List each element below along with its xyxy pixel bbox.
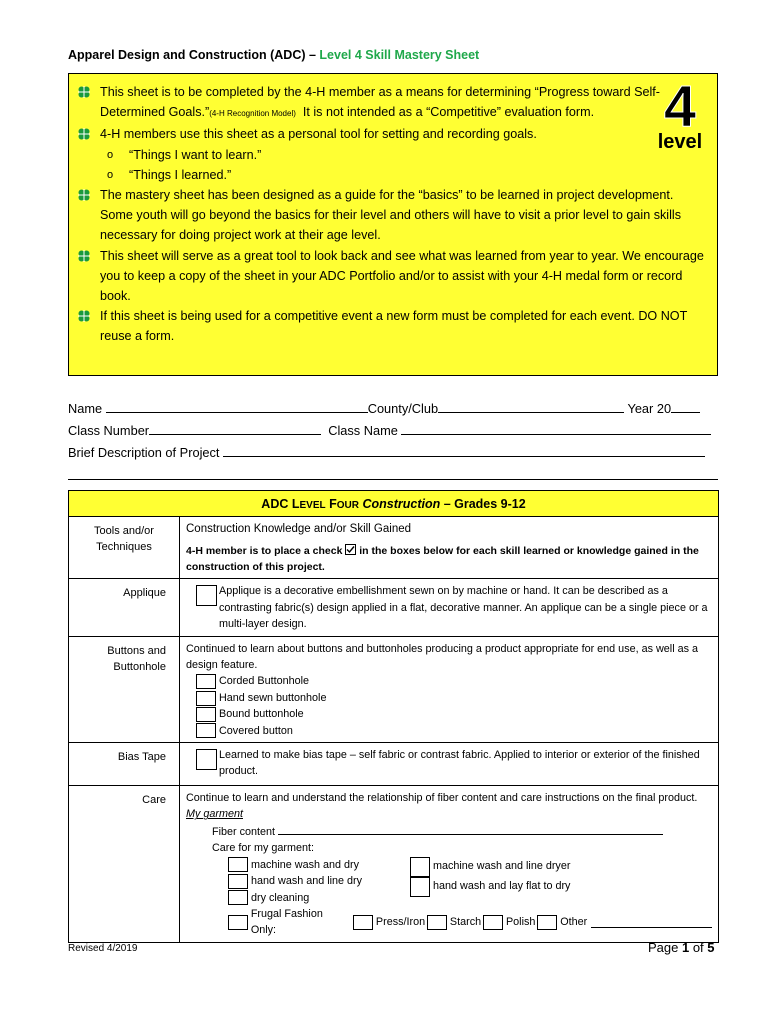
row-label-care: Care bbox=[69, 786, 180, 943]
intro-box bbox=[68, 73, 718, 376]
class-number-field[interactable] bbox=[149, 421, 321, 435]
list-item: Hand sewn buttonhole bbox=[186, 690, 712, 706]
revised-date: Revised 4/2019 bbox=[68, 943, 138, 954]
page-title: Apparel Design and Construction (ADC) – Level 4 Skill Mastery Sheet bbox=[68, 48, 480, 62]
skills-table bbox=[68, 490, 719, 943]
clover-icon bbox=[77, 85, 91, 99]
level-logo: 4 level bbox=[657, 74, 703, 153]
intro-bullet: This sheet will serve as a great tool to look back and see what was learned from year to year. We encourage you to keep a copy of the sheet in your ADC Portfolio and/or to assist with your 4-H medal form or record book. bbox=[77, 246, 707, 307]
checkbox-checked-icon bbox=[345, 544, 356, 555]
list-item: dry cleaning bbox=[228, 890, 410, 906]
row-label-buttons: Buttons and Buttonhole bbox=[69, 636, 180, 742]
sub-bullet: o “Things I want to learn.” bbox=[107, 147, 262, 162]
page-number: Page 1 of 5 bbox=[648, 940, 715, 955]
intro-bullet: If this sheet is being used for a competitive event a new form must be completed for each event. DO NOT reuse a form. bbox=[77, 306, 707, 346]
row-label-bias-tape: Bias Tape bbox=[69, 743, 180, 786]
clover-icon bbox=[77, 249, 91, 263]
table-row: Buttons and Buttonhole Continued to learn about buttons and buttonholes producing a product appropriate for end use, as well as a design feature. Corded Buttonhole Hand sewn buttonhole Bound buttonhole Covered button bbox=[69, 636, 719, 742]
dry-cleaning-checkbox[interactable] bbox=[228, 890, 248, 905]
machine-wash-dry-checkbox[interactable] bbox=[228, 857, 248, 872]
polish-checkbox[interactable] bbox=[483, 915, 503, 930]
fiber-content-field[interactable] bbox=[278, 823, 663, 835]
intro-bullet: The mastery sheet has been designed as a guide for the “basics” to be learned in project development. Some youth will go beyond the basics for their level and others will have to visit a prior level to gain skills necessary for doing project work at their age level. bbox=[77, 185, 707, 246]
clover-icon bbox=[77, 309, 91, 323]
column-header-skills: Construction Knowledge and/or Skill Gained bbox=[186, 523, 412, 535]
member-info: Name County/Club Year 20 Class Number Class Name Brief Description of Project bbox=[68, 398, 718, 480]
description-field-line2[interactable] bbox=[68, 466, 718, 480]
starch-checkbox[interactable] bbox=[427, 915, 447, 930]
list-item: machine wash and dry bbox=[228, 857, 410, 873]
instructions: 4-H member is to place a check in the boxes below for each skill learned or knowledge gained in the construction of this project. bbox=[186, 545, 699, 574]
column-header-tools: Tools and/or Techniques bbox=[69, 517, 180, 579]
bias-tape-checkbox[interactable] bbox=[196, 749, 217, 770]
hand-sewn-buttonhole-checkbox[interactable] bbox=[196, 691, 216, 706]
frugal-fashion-checkbox[interactable] bbox=[228, 915, 248, 930]
table-row: Bias Tape Learned to make bias tape – self fabric or contrast fabric. Applied to interior or exterior of the finished product. bbox=[69, 743, 719, 786]
table-header: ADC LEVEL FOUR Construction – Grades 9-12 bbox=[69, 491, 719, 517]
county-field[interactable] bbox=[438, 399, 624, 413]
other-checkbox[interactable] bbox=[537, 915, 557, 930]
table-row bbox=[69, 517, 719, 579]
year-field[interactable] bbox=[671, 399, 700, 413]
table-row: Care Continue to learn and understand the relationship of fiber content and care instructions on the final product. My garment Fiber content Care for my garment: machine wash and dry hand wash and line dry dry cleaning machine wash and line dryer hand wash and lay flat to dry Frugal Fashion Only: Press/Iron Starch Polish Other bbox=[69, 786, 719, 943]
class-name-field[interactable] bbox=[401, 421, 711, 435]
sub-bullet: o “Things I learned.” bbox=[107, 167, 232, 182]
level-title: Level 4 Skill Mastery Sheet bbox=[319, 48, 480, 62]
clover-icon bbox=[77, 188, 91, 202]
row-label-applique: Applique bbox=[69, 579, 180, 636]
applique-checkbox[interactable] bbox=[196, 585, 217, 606]
table-row: Applique Applique is a decorative embellishment sewn on by machine or hand. It can be described as a contrasting fabric(s) design applied in a flat, decorative manner. An applique can be a single piece or a multi-layer design. bbox=[69, 579, 719, 636]
list-item: hand wash and line dry bbox=[228, 873, 410, 889]
frugal-fashion-row: Frugal Fashion Only: Press/Iron Starch Polish Other bbox=[186, 906, 712, 939]
list-item: machine wash and line dryer bbox=[410, 857, 570, 877]
press-iron-checkbox[interactable] bbox=[353, 915, 373, 930]
list-item: Bound buttonhole bbox=[186, 706, 712, 722]
other-field[interactable] bbox=[591, 916, 712, 928]
covered-button-checkbox[interactable] bbox=[196, 723, 216, 738]
intro-bullet: 4-H members use this sheet as a personal tool for setting and recording goals. bbox=[77, 124, 707, 144]
intro-bullet: This sheet is to be completed by the 4-H member as a means for determining “Progress toward Self-Determined Goals.”(4-H Recognition Model) It is not intended as a “Competitive” evaluation form. bbox=[77, 82, 707, 124]
list-item: hand wash and lay flat to dry bbox=[410, 877, 570, 897]
list-item: Covered button bbox=[186, 723, 712, 739]
bound-buttonhole-checkbox[interactable] bbox=[196, 707, 216, 722]
hand-wash-lay-flat-checkbox[interactable] bbox=[410, 877, 430, 897]
description-field[interactable] bbox=[223, 443, 705, 457]
list-item: Corded Buttonhole bbox=[186, 673, 712, 689]
corded-buttonhole-checkbox[interactable] bbox=[196, 674, 216, 689]
machine-wash-line-dryer-checkbox[interactable] bbox=[410, 857, 430, 877]
name-field[interactable] bbox=[106, 399, 368, 413]
clover-icon bbox=[77, 127, 91, 141]
hand-wash-line-dry-checkbox[interactable] bbox=[228, 874, 248, 889]
